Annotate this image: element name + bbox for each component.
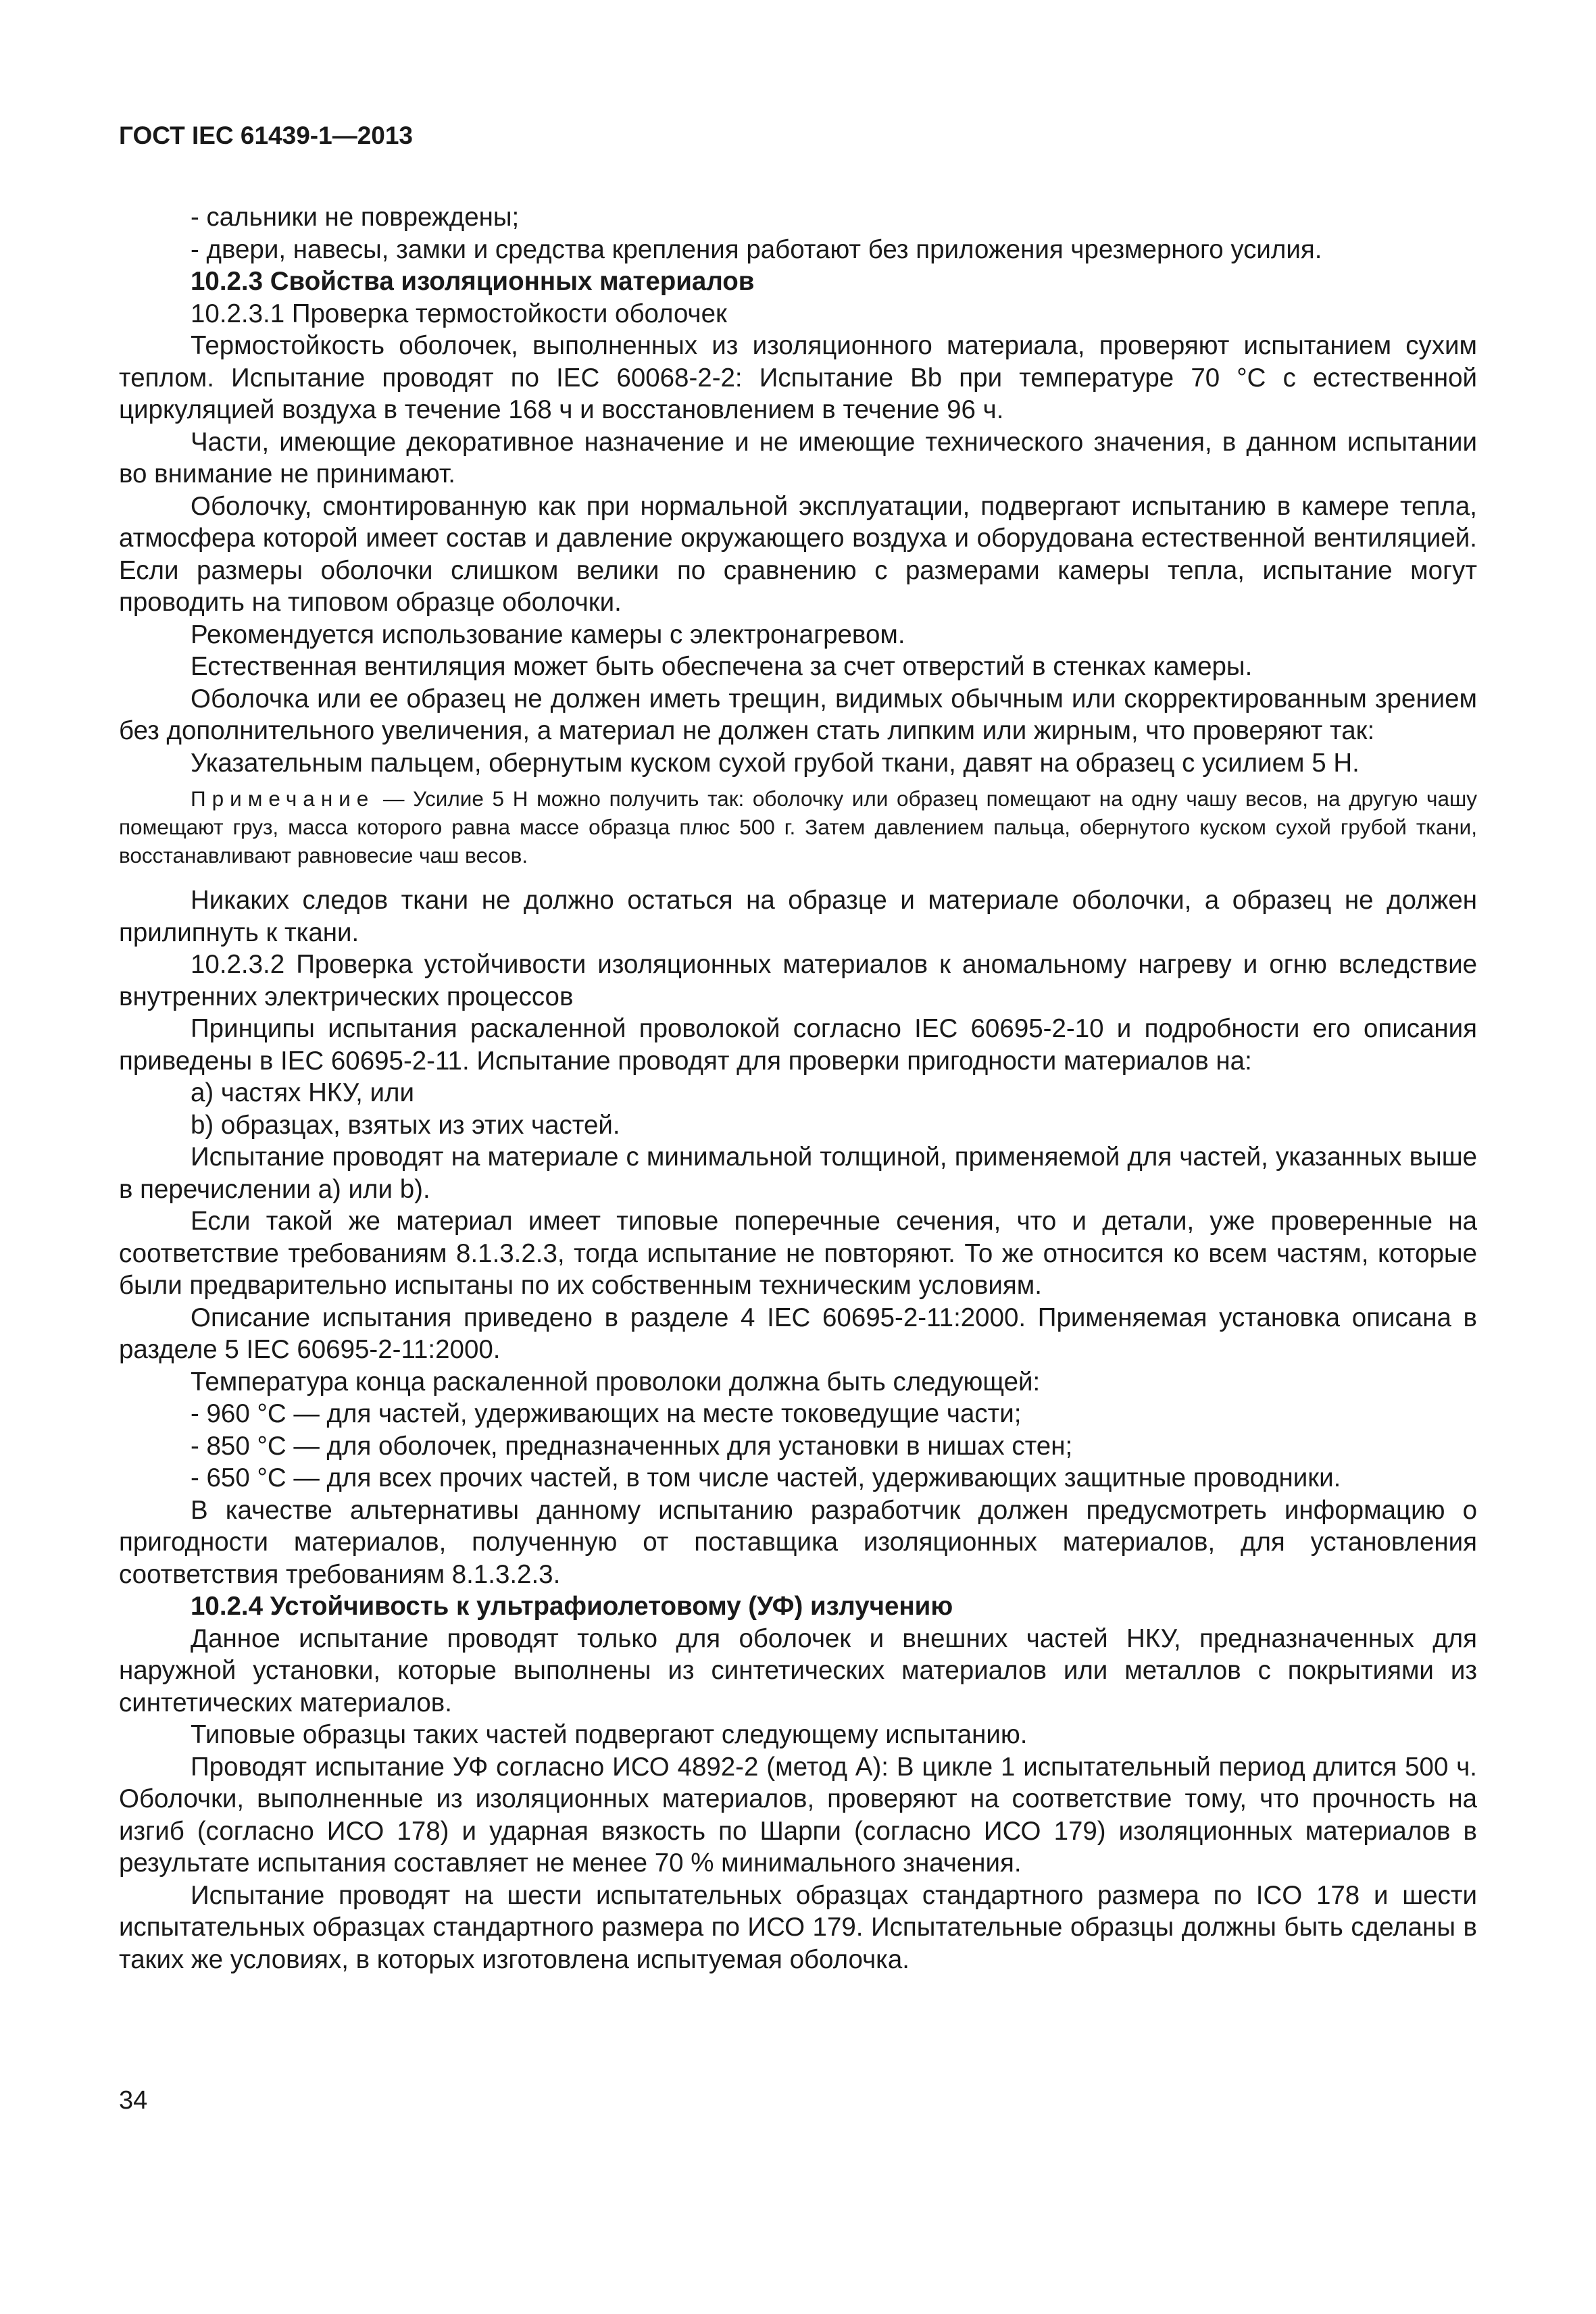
section-heading-10-2-4: 10.2.4 Устойчивость к ультрафиолетовому (УФ) излучению <box>191 1592 953 1621</box>
paragraph: Описание испытания приведено в разделе 4 IEC 60695-2-11:2000. Применяемая установка описана в разделе 5 IEC 60695-2-11:2000. <box>119 1303 1477 1364</box>
list-item: - 960 °С — для частей, удерживающих на месте токоведущие части; <box>191 1399 1022 1428</box>
list-item: b) образцах, взятых из этих частей. <box>191 1110 620 1140</box>
page-number: 34 <box>119 2086 148 2115</box>
list-item: - 650 °С — для всех прочих частей, в том числе частей, удерживающих защитные проводники. <box>191 1463 1341 1492</box>
paragraph: Оболочку, смонтированную как при нормальной эксплуатации, подвергают испытанию в камере тепла, атмосфера которой имеет состав и давление окружающего воздуха и оборудована естественной вентиляцией. Если размеры оболочки слишком велики по сравнению с размерами камеры тепла, испытание могут проводить на типовом образце оболочки. <box>119 491 1477 617</box>
document-body <box>119 201 1477 1976</box>
paragraph: Испытание проводят на шести испытательных образцах стандартного размера по ICO 178 и шести испытательных образцах стандартного размера по ИСО 179. Испытательные образцы должны быть сделаны в таких же условиях, в которых изготовлена испытуемая оболочка. <box>119 1880 1477 1974</box>
paragraph: Оболочка или ее образец не должен иметь трещин, видимых обычным или скорректированным зрением без дополнительного увеличения, а материал не должен стать липким или жирным, что проверяют так: <box>119 684 1477 745</box>
note <box>119 784 1477 870</box>
subsection-title-10-2-3-1: 10.2.3.1 Проверка термостойкости оболочек <box>191 299 727 328</box>
paragraph: В качестве альтернативы данному испытанию разработчик должен предусмотреть информацию о пригодности материалов, полученную от поставщика изоляционных материалов, для установления соответствия требованиям 8.1.3.2.3. <box>119 1495 1477 1589</box>
paragraph: Рекомендуется использование камеры с электронагревом. <box>191 620 905 649</box>
paragraph: Если такой же материал имеет типовые поперечные сечения, что и детали, уже проверенные на соответствие требованиям 8.1.3.2.3, тогда испытание не повторяют. То же относится ко всем частям, которые были предварительно испытаны по их собственным техническим условиям. <box>119 1207 1477 1300</box>
document-page <box>119 0 1477 2314</box>
paragraph: Проводят испытание УФ согласно ИСО 4892-2 (метод А): В цикле 1 испытательный период длится 500 ч. Оболочки, выполненные из изоляционных материалов, проверяют на соответствие тому, что прочность на изгиб (согласно ИСО 178) и ударная вязкость по Шарпи (согласно ИСО 179) изоляционных материалов в результате испытания составляет не менее 70 % минимального значения. <box>119 1752 1477 1878</box>
paragraph: Указательным пальцем, обернутым куском сухой грубой ткани, давят на образец с усилием 5 Н. <box>191 748 1360 778</box>
subsection-title-10-2-3-2: 10.2.3.2 Проверка устойчивости изоляционных материалов к аномальному нагреву и огню вследствие внутренних электрических процессов <box>119 950 1477 1011</box>
paragraph: Температура конца раскаленной проволоки должна быть следующей: <box>191 1367 1041 1397</box>
note-text: — Усилие 5 Н можно получить так: оболочку или образец помещают на одну чашу весов, на другую чашу помещают груз, масса которого равна массе образца плюс 500 г. Затем давлением пальца, обернутого куском сухой грубой ткани, восстанавливают равновесие чаш весов. <box>119 786 1477 867</box>
list-item: - 850 °С — для оболочек, предназначенных для установки в нишах стен; <box>191 1431 1073 1461</box>
paragraph: - двери, навесы, замки и средства крепления работают без приложения чрезмерного усилия. <box>191 234 1322 264</box>
paragraph: Принципы испытания раскаленной проволокой согласно IEC 60695-2-10 и подробности его описания приведены в IEC 60695-2-11. Испытание проводят для проверки пригодности материалов на: <box>119 1014 1477 1076</box>
list-item: а) частях НКУ, или <box>191 1078 414 1107</box>
paragraph: Никаких следов ткани не должно остаться на образце и материале оболочки, а образец не должен прилипнуть к ткани. <box>119 886 1477 947</box>
paragraph: Части, имеющие декоративное назначение и не имеющие технического значения, в данном испытании во внимание не принимают. <box>119 427 1477 488</box>
paragraph: Термостойкость оболочек, выполненных из изоляционного материала, проверяют испытанием сухим теплом. Испытание проводят по IEC 60068-2-2: Испытание Bb при температуре 70 °С с естественной циркуляцией воздуха в течение 168 ч и восстановлением в течение 96 ч. <box>119 331 1477 424</box>
paragraph: Естественная вентиляция может быть обеспечена за счет отверстий в стенках камеры. <box>191 652 1253 681</box>
paragraph: - сальники не повреждены; <box>191 203 520 232</box>
paragraph: Испытание проводят на материале с минимальной толщиной, применяемой для частей, указанных выше в перечислении а) или b). <box>119 1142 1477 1204</box>
note-label: Примечание <box>191 786 375 811</box>
paragraph: Типовые образцы таких частей подвергают следующему испытанию. <box>191 1720 1028 1749</box>
document-code-header: ГОСТ IEC 61439-1—2013 <box>119 122 414 149</box>
paragraph: Данное испытание проводят только для оболочек и внешних частей НКУ, предназначенных для наружной установки, которые выполнены из синтетических материалов или металлов с покрытиями из синтетических материалов. <box>119 1624 1477 1717</box>
section-heading-10-2-3: 10.2.3 Свойства изоляционных материалов <box>191 267 755 296</box>
